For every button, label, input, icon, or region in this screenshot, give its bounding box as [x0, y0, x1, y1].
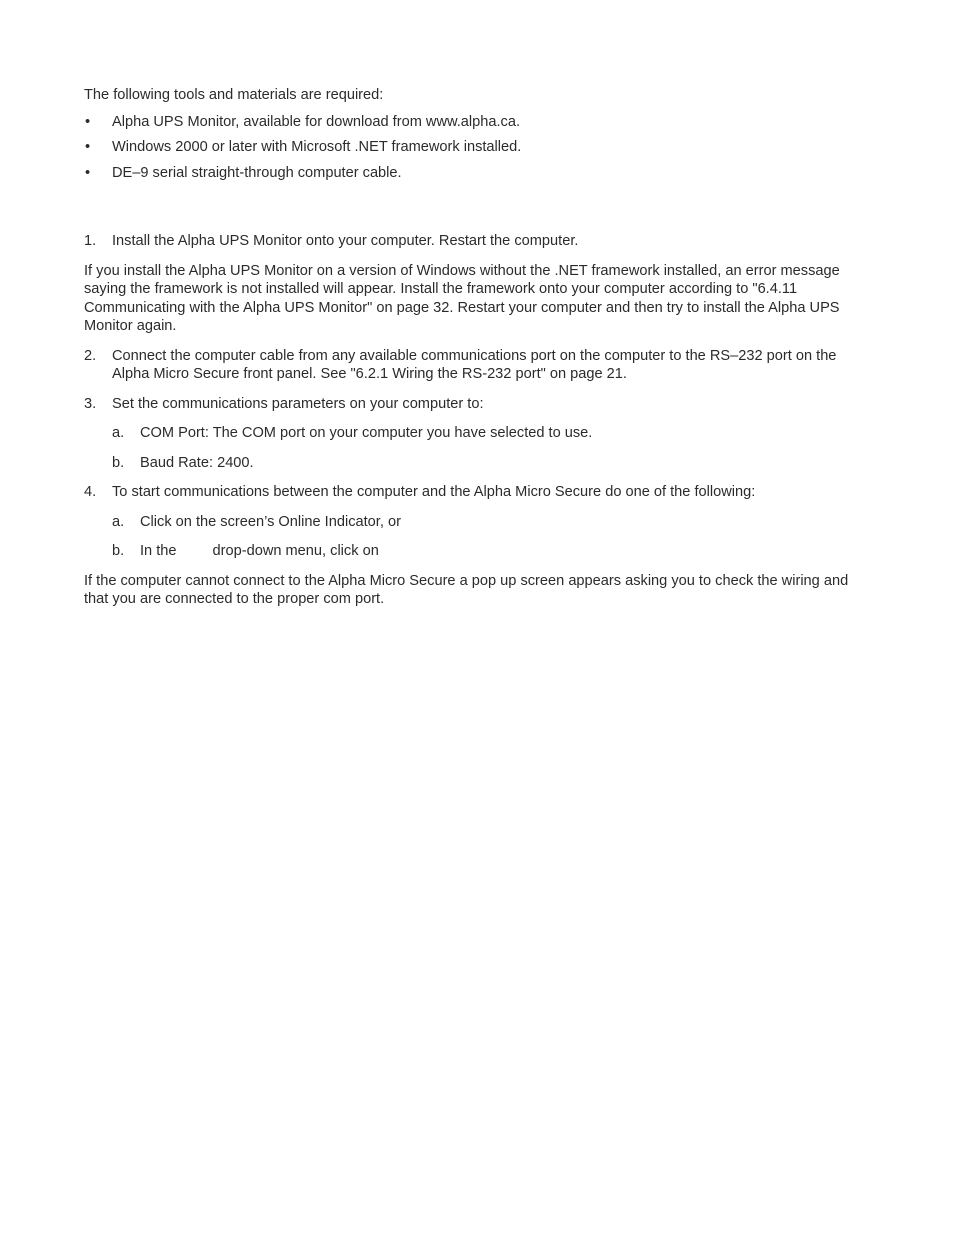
substep-letter: a.	[112, 513, 125, 530]
step-number: 3.	[84, 395, 97, 412]
substep-text-before: In the	[140, 543, 177, 559]
substep-text: Baud Rate: 2400.	[140, 454, 254, 471]
step-3b	[84, 454, 874, 473]
step-number: 2.	[84, 347, 97, 364]
step-4	[84, 483, 874, 502]
bullet-icon: •	[85, 113, 91, 130]
section-spacer	[84, 189, 874, 232]
bullet-icon: •	[85, 164, 91, 181]
step-3a	[84, 424, 874, 443]
list-item	[84, 113, 874, 132]
step-3	[84, 395, 874, 414]
intro-text: The following tools and materials are required:	[84, 87, 384, 103]
document-page	[84, 86, 874, 620]
step-4a	[84, 513, 874, 532]
bullet-icon: •	[85, 139, 91, 155]
step-text: To start communications between the computer and the Alpha Micro Secure do one of the following:	[112, 484, 756, 500]
list-item-text: Alpha UPS Monitor, available for download from www.alpha.ca.	[112, 113, 521, 130]
install-note: If you install the Alpha UPS Monitor on a version of Windows without the .NET framework installed, an error message saying the framework is not installed will appear. Install the framework onto your computer according to "6.4.11 Communicating with the Alpha UPS Monitor" on page 32. Restart your computer and then try to install the Alpha UPS Monitor again.	[84, 262, 840, 334]
connection-note: If the computer cannot connect to the Alpha Micro Secure a pop up screen appears asking you to check the wiring and that you are connected to the proper com port.	[84, 572, 849, 607]
list-item	[84, 164, 874, 183]
step-4b	[84, 542, 874, 561]
substep-text: COM Port: The COM port on your computer you have selected to use.	[140, 425, 593, 441]
substep-letter: b.	[112, 543, 125, 559]
step-2	[84, 347, 874, 384]
substep-letter: b.	[112, 454, 125, 471]
step-text: Connect the computer cable from any available communications port on the computer to the RS–232 port on the Alpha Micro Secure front panel. See "6.2.1 Wiring the RS-232 port" on page 21.	[112, 347, 837, 382]
step-1	[84, 232, 874, 251]
step-number: 4.	[84, 484, 97, 500]
step-number: 1.	[84, 233, 97, 249]
substep-text-after: drop-down menu, click on	[212, 543, 379, 559]
list-item	[84, 138, 874, 157]
list-item-text: Windows 2000 or later with Microsoft .NET framework installed.	[112, 139, 522, 155]
list-item-text: DE–9 serial straight-through computer cable.	[112, 164, 402, 181]
substep-letter: a.	[112, 425, 125, 441]
requirements-list	[84, 113, 874, 183]
substep-text: Click on the screen’s Online Indicator, or	[140, 513, 401, 530]
step-text: Set the communications parameters on your computer to:	[112, 395, 484, 412]
step-text: Install the Alpha UPS Monitor onto your computer. Restart the computer.	[112, 233, 579, 249]
